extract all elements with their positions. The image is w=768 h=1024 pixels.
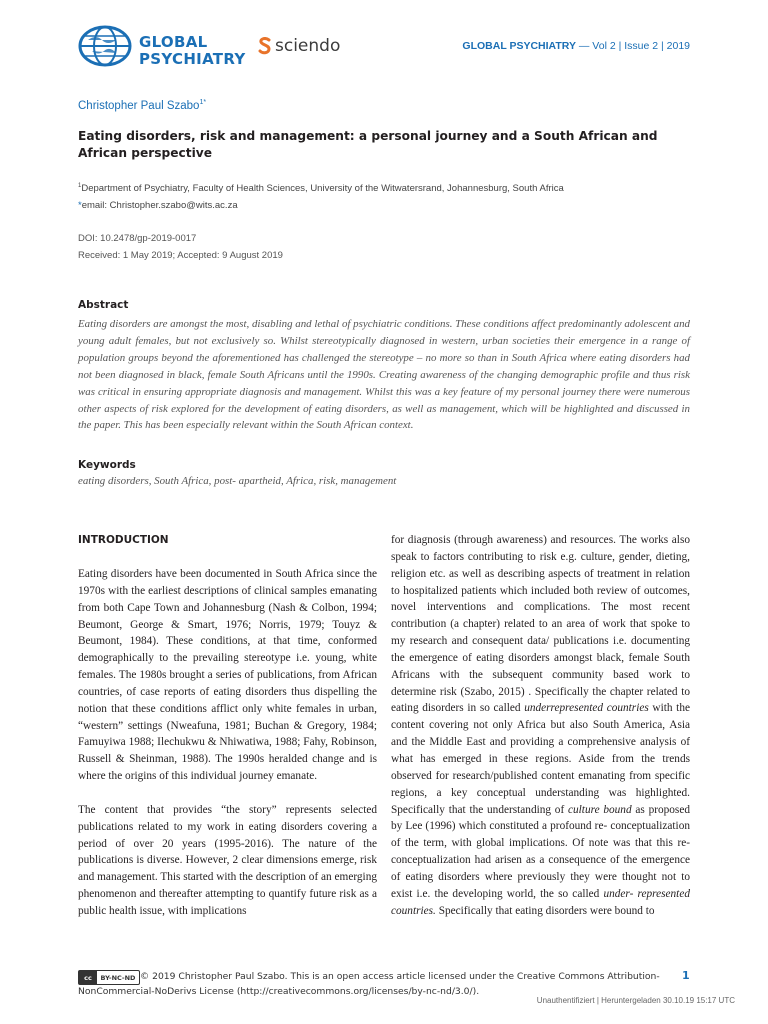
abstract-heading: Abstract (78, 299, 129, 311)
journal-logo-text (139, 34, 246, 68)
emphasis: under- represented countries. (391, 887, 690, 917)
sciendo-s-icon (258, 37, 272, 55)
page-number: 1 (682, 969, 690, 982)
affiliation-mark: 1 (78, 183, 82, 189)
publisher-logo (258, 36, 340, 56)
body-column-right (391, 532, 690, 919)
publisher-name: sciendo (275, 36, 341, 56)
keywords-text: eating disorders, South Africa, post- apartheid, Africa, risk, management (78, 475, 397, 487)
text-run: with the content covering not only Africa but also South America, Asia and the Middle East and providing a comprehensive analysis of what has emerged in these regions. Aside from the trends observed for research/published content emanating from specific regions, a key conceptual understanding was highlighted. Specifically that the understanding of (391, 702, 690, 816)
introduction-heading: INTRODUCTION (78, 534, 169, 546)
abstract-text: Eating disorders are amongst the most, disabling and lethal of psychiatric conditions. These conditions affect predominantly adolescent and young adult females, but not exclusively so. Whilst stereotypically diagnosed in western, urban societies their emergence in a range of population groups beyond the aforementioned has challenged the stereotype – no more so than in South Africa where eating disorders had not been diagnosed in black, female South Africans until the 1990s. Creating awareness of the changing demographic profile and thus risk was critical in ensuring appropriate diagnosis and management. Whilst this was a key feature of my personal journey there were numerous other aspects of risk explored for the development of eating disorders, as well as management, which will be highlighted and discussed in the paper. This has been especially relevant within the South African context. (78, 318, 690, 432)
journal-meta: — Vol 2 | Issue 2 | 2019 (575, 40, 690, 52)
received-accepted-dates: Received: 1 May 2019; Accepted: 9 August 2019 (78, 250, 283, 261)
affiliation-text: Department of Psychiatry, Faculty of Health Sciences, University of the Witwatersrand, Johannesburg, South Africa (81, 183, 564, 195)
doi[interactable]: DOI: 10.2478/gp-2019-0017 (78, 233, 197, 244)
author-name: Christopher Paul Szabo (78, 99, 200, 112)
logo-line-2: PSYCHIATRY (139, 50, 246, 68)
email-mark: * (78, 200, 82, 211)
text-run: Specifically that eating disorders were bound to (435, 904, 655, 917)
emphasis: underrepresented countries (524, 702, 649, 715)
author-line (78, 99, 206, 112)
journal-citation (462, 40, 690, 52)
download-stamp: Unauthentifiziert | Heruntergeladen 30.10.19 15:17 UTC (536, 996, 735, 1005)
email-text[interactable]: email: Christopher.szabo@wits.ac.za (81, 200, 238, 211)
text-run: for diagnosis (through awareness) and resources. The works also speak to factors contributing to risk e.g. culture, gender, dieting, religion etc. as well as describing aspects of treatment in relation to hospitalized patients which included both review of outcomes, novel interventions and complications. The most recent contribution (a chapter) related to an area of work that spoke to my research and consequent data/ publications i.e. documenting the emergence of eating disorders amongst black, female South Africans with the subsequent community based work to determine risk (Szabo, 2015) . Specifically the chapter related to eating disorders in so called (391, 534, 690, 715)
logo-line-1: GLOBAL (139, 33, 208, 51)
author-marks: 1* (199, 99, 207, 106)
license-text: © 2019 Christopher Paul Szabo. This is an open access article licensed under the Creative Commons Attribution-NonCommercial-NoDerivs License (http://creativecommons.org/licenses/by-nc-nd/3.0/). (78, 971, 660, 997)
paragraph: The content that provides “the story” represents selected publications related to my work in eating disorders covering a period of over 20 years (1995-2016). The nature of the publications is diverse. However, 2 clear dimensions emerge, risk and management. This started with the description of an emerging phenomenon and thereafter attempting to quantify future risk as a public health issue, with implications (78, 803, 377, 917)
globe-logo-icon (78, 24, 132, 68)
paragraph: Eating disorders have been documented in South Africa since the 1970s with the earliest descriptions of clinical samples emanating from both Cape Town and Johannesburg (Nash & Colbon, 1994; Beumont, George & Smart, 1976; Norris, 1979; Touyz & Beumont, 1984). These conditions, at that time, conformed demographically to the prevailing stereotype i.e. young, white females. The 1980s brought a series of publications, from African countries, of case reports of eating disorders thus dispelling the notion that these conditions afflict only white females in urban, “western” settings (Nweafuna, 1981; Buchan & Gregory, 1984; Famuyiwa 1988; Ilechukwu & Nhiwatiwa, 1988; Fahy, Robinson, Russell & Sheinman, 1988). The 1990s heralded change and is where the origins of this individual journey emanate. (78, 568, 377, 783)
article-title: Eating disorders, risk and management: a personal journey and a South African and African perspective (78, 129, 658, 160)
journal-name: GLOBAL PSYCHIATRY (462, 40, 576, 52)
text-run: as proposed by Lee (1996) which constituted a profound re- conceptualization of the term, with global implications. Of note was that this re-conceptualization had arisen as a consequence of the emergence of eating disorders where previously they were thought not to exist i.e. the developing world, the so called (391, 803, 690, 900)
cc-icon: cc (79, 971, 97, 984)
emphasis: culture bound (568, 803, 632, 816)
affiliation (78, 183, 564, 194)
keywords-heading: Keywords (78, 459, 136, 471)
paragraph (391, 532, 690, 919)
creative-commons-badge[interactable] (78, 970, 140, 985)
email-line (78, 200, 238, 211)
cc-label: BY-NC-ND (100, 973, 136, 982)
body-column-left (78, 566, 377, 920)
